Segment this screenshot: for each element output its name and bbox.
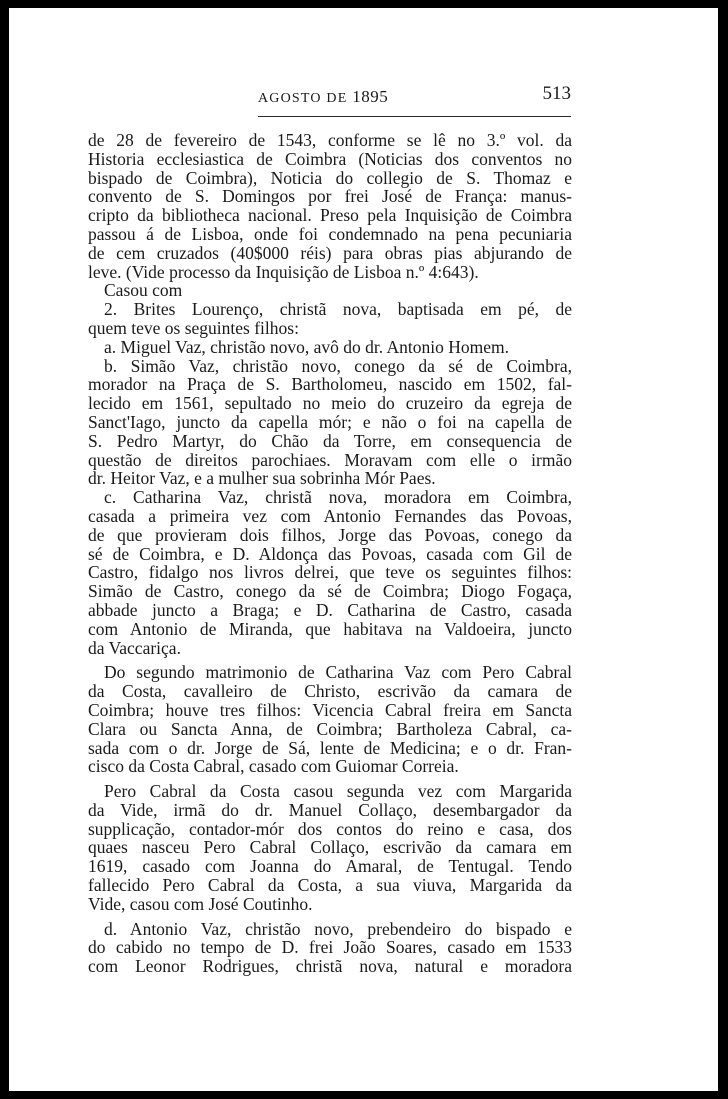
text-line: quaes nasceu Pero Cabral Collaço, escrivão da camara em (88, 837, 572, 858)
text-line: Coimbra; houve tres filhos: Vicencia Cabral freira em Sancta (88, 699, 572, 720)
text-line: da Vaccariça. (88, 637, 181, 658)
text-line: dr. Heitor Vaz, e a mulher sua sobrinha Mór Paes. (88, 468, 436, 489)
page-header (258, 83, 571, 117)
text-line: quem teve os seguintes filhos: (88, 317, 299, 338)
text-line: cripto da bibliotheca nacional. Preso pela Inquisição de Coimbra (88, 205, 572, 226)
text-line: S. Pedro Martyr, do Chão da Torre, em consequencia de (88, 430, 572, 451)
text-line: com Antonio de Miranda, que habitava na Valdoeira, juncto (88, 618, 572, 639)
text-line: Casou com (104, 280, 183, 301)
text-line: Clara ou Sancta Anna, de Coimbra; Bartholeza Cabral, ca- (88, 718, 572, 739)
text-line: questão de direitos parochiaes. Moravam com elle o irmão (88, 449, 572, 470)
text-line: sada com o dr. Jorge de Sá, lente de Medicina; e o dr. Fran- (88, 737, 572, 758)
text-line: lecido em 1561, sepultado no meio do cruzeiro da egreja de (88, 393, 572, 414)
text-line: bispado de Coimbra), Noticia do collegio de S. Thomaz e (88, 167, 572, 188)
text-line: leve. (Vide processo da Inquisição de Lisboa n.º 4:643). (88, 261, 479, 282)
text-line: de cem cruzados (40$000 réis) para obras pias abjurando de (88, 242, 572, 263)
text-line: do cabido no tempo de D. frei João Soares, casado em 1533 (88, 937, 572, 958)
text-line: Vide, casou com José Coutinho. (88, 893, 313, 914)
text-line: cisco da Costa Cabral, casado com Guiomar Correia. (88, 756, 459, 777)
text-line: Do segundo matrimonio de Catharina Vaz com Pero Cabral (104, 662, 572, 683)
text-line: Historia ecclesiastica de Coimbra (Noticias dos conventos no (88, 148, 572, 169)
text-line: fallecido Pero Cabral da Costa, a sua viuva, Margarida da (88, 875, 572, 896)
text-line: morador na Praça de S. Bartholomeu, nascido em 1502, fal- (88, 374, 572, 395)
text-line: da Vide, irmã do dr. Manuel Collaço, desembargador da (88, 799, 572, 820)
text-line: da Costa, cavalleiro de Christo, escrivão da camara de (88, 681, 572, 702)
text-line: a. Miguel Vaz, christão novo, avô do dr. Antonio Homem. (104, 336, 510, 357)
text-line: c. Catharina Vaz, christã nova, moradora em Coimbra, (104, 487, 572, 508)
text-line: supplicação, contador-mór dos contos do reino e casa, dos (88, 818, 572, 839)
text-line: sé de Coimbra, e D. Aldonça das Povoas, casada com Gil de (88, 543, 572, 564)
running-title-text: AGOSTO DE (258, 91, 348, 106)
text-line: 2. Brites Lourenço, christã nova, baptisada em pé, de (104, 299, 572, 320)
body-text (88, 131, 572, 976)
text-line: convento de S. Domingos por frei José de França: manus- (88, 186, 572, 207)
running-title-year: 1895 (352, 87, 389, 106)
running-title (258, 87, 388, 107)
text-line: passou á de Lisboa, onde foi condemnado na pena pecuniaria (88, 223, 572, 244)
text-line: Simão de Castro, conego da sé de Coimbra; Diogo Fogaça, (88, 581, 572, 602)
text-line: b. Simão Vaz, christão novo, conego da sé de Coimbra, (104, 355, 572, 376)
text-line: casada a primeira vez com Antonio Fernandes das Povoas, (88, 505, 572, 526)
text-line: Sanct'Iago, juncto da capella mór; e não o foi na capella de (88, 411, 572, 432)
text-line: abbade juncto a Braga; e D. Catharina de Castro, casada (88, 599, 572, 620)
text-line: de que provieram dois filhos, Jorge das Povoas, conego da (88, 524, 572, 545)
text-line: de 28 de fevereiro de 1543, conforme se lê no 3.º vol. da (88, 130, 572, 150)
page-number: 513 (542, 83, 571, 104)
text-line: com Leonor Rodrigues, christã nova, natural e moradora (88, 956, 572, 977)
text-line: Castro, fidalgo nos livros delrei, que teve os seguintes filhos: (88, 562, 572, 583)
header-rule (258, 116, 571, 117)
text-line: 1619, casado com Joanna do Amaral, de Tentugal. Tendo (88, 856, 572, 877)
text-line: d. Antonio Vaz, christão novo, prebendeiro do bispado e (104, 918, 572, 939)
text-line: Pero Cabral da Costa casou segunda vez com Margarida (104, 781, 572, 802)
